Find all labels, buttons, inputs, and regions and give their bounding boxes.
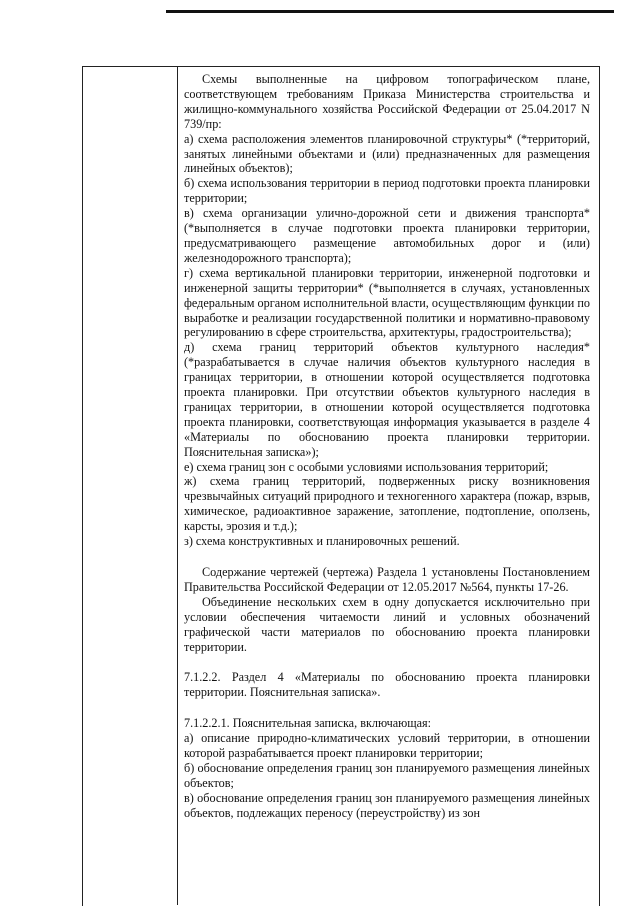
scheme-item-z: з) схема конструктивных и планировочных решений. (184, 534, 460, 549)
scheme-item-a: а) схема расположения элементов планировочной структуры* (*территорий, занятых линейными объектами и (или) предназначенных для размещения линейных объектов); (184, 131, 590, 176)
note-intro: 7.1.2.2.1. Пояснительная записка, включающая: (184, 716, 432, 731)
content-paragraph: Содержание чертежей (чертежа) Раздела 1 установлены Постановлением Правительства Российской Федерации от 12.05.2017 №564, пункты 17-26. (184, 565, 590, 594)
scheme-item-zh: ж) схема границ территорий, подверженных риску возникновения чрезвычайных ситуаций природного и техногенного характера (пожар, взрыв, химическое, радиоактивное заражение, затопление, подтопление, оползень, карсты, эрозия и т.д.); (184, 474, 590, 534)
note-item-a: а) описание природно-климатических условий территории, в отношении которой разрабатывается проект планировки территории; (184, 731, 590, 761)
scheme-item-g: г) схема вертикальной планировки территории, инженерной подготовки и инженерной защиты территории* (*выполняется в случаях, установленных федеральным органом исполнительной власти, осуществляющим функции по выработке и реализации государственной политики и нормативно-правовому регулированию в сфере строительства, архитектуры, градостроительства); (184, 265, 590, 340)
header-rule (166, 10, 614, 13)
scheme-item-b: б) схема использования территории в период подготовки проекта планировки территории; (184, 176, 590, 206)
scheme-item-e: е) схема границ зон с особыми условиями использования территорий; (184, 459, 549, 474)
scheme-item-v: в) схема организации улично-дорожной сети и движения транспорта* (*выполняется в случае подготовки проекта планировки территории, предусматривающего размещение автомобильных дорог и (или) железнодорожного транспорта); (184, 206, 590, 265)
note-item-v: в) обоснование определения границ зон планируемого размещения линейных объектов, подлежащих переносу (переустройству) из зон (184, 790, 590, 820)
section-heading: 7.1.2.2. Раздел 4 «Материалы по обоснованию проекта планировки территории. Пояснительная записка». (184, 670, 590, 700)
column-divider (177, 66, 178, 905)
scheme-item-d: д) схема границ территорий объектов культурного наследия* (*разрабатывается в случае наличия объектов культурного наследия в границах территории, в отношении которой осуществляется подготовка проекта планировки. При отсутствии объектов культурного наследия в границах территории, в отношении которой осуществляется подготовка проекта планировки, соответствующая информация указывается в разделе 4 «Материалы по обоснованию проекта планировки территории. Пояснительная записка»); (184, 340, 590, 459)
merge-paragraph: Объединение нескольких схем в одну допускается исключительно при условии обеспечения читаемости линий и условных обозначений графической части материалов по обоснованию проекта планировки территории. (184, 594, 590, 654)
document-cell (184, 72, 590, 821)
note-item-b: б) обоснование определения границ зон планируемого размещения линейных объектов; (184, 760, 590, 790)
schemes-intro: Схемы выполненные на цифровом топографическом плане, соответствующем требованиям Приказа Министерства строительства и жилищно-коммунального хозяйства Российской Федерации от 25.04.2017 N 739/пр: (184, 72, 590, 131)
